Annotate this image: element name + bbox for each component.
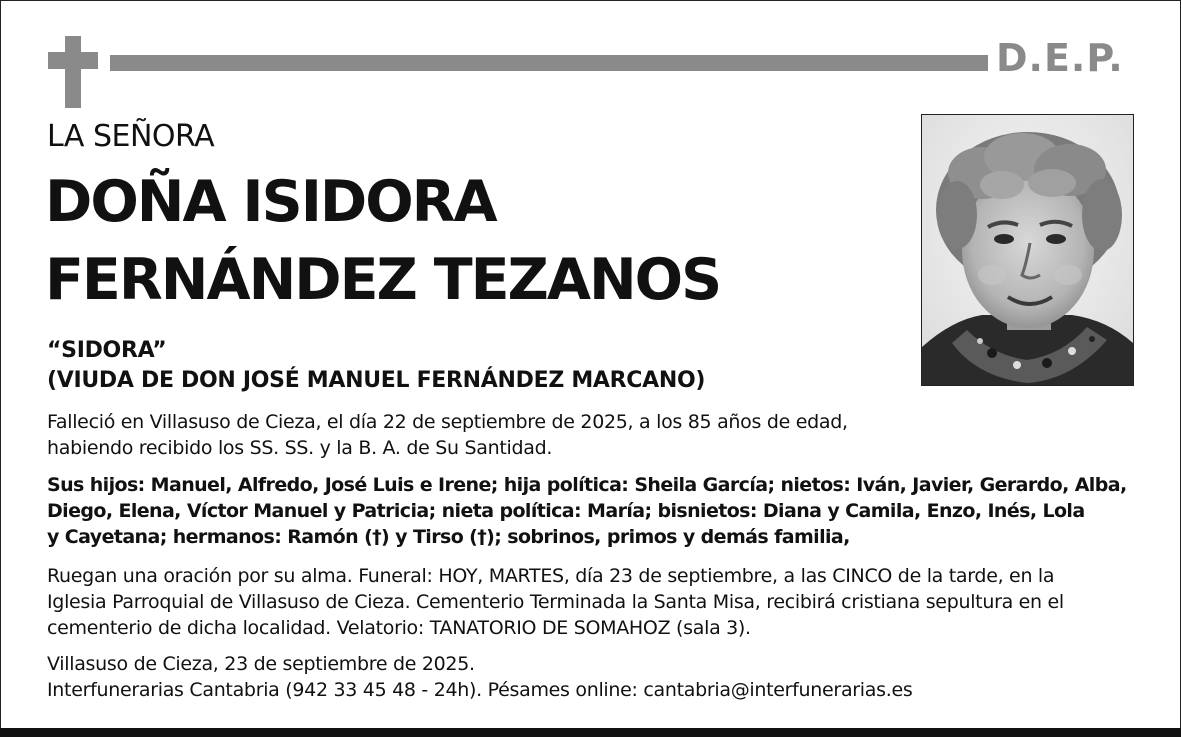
portrait-illustration (922, 115, 1133, 385)
portrait-photo (921, 114, 1134, 386)
text-line: Sus hijos: Manuel, Alfredo, José Luis e Irene; hija política: Sheila García; nietos: Iván, Javier, Gerardo, Alba, (47, 474, 1127, 496)
deceased-name-line2: FERNÁNDEZ TEZANOS (45, 247, 721, 313)
cross-icon-horizontal (48, 52, 98, 69)
cross-icon-vertical (65, 36, 81, 108)
nickname: “SIDORA” (47, 338, 167, 363)
funeral-paragraph (47, 563, 1064, 641)
text-line: Ruegan una oración por su alma. Funeral: HOY, MARTES, día 23 de septiembre, a las CINCO de la tarde, en la (47, 565, 1055, 587)
deceased-name-line1: DOÑA ISIDORA (45, 169, 496, 235)
bottom-bar (0, 728, 1181, 737)
text-line: Iglesia Parroquial de Villasuso de Cieza. Cementerio Terminada la Santa Misa, recibirá cristiana sepultura en el (47, 591, 1064, 613)
text-line: habiendo recibido los SS. SS. y la B. A. de Su Santidad. (47, 437, 553, 459)
contact-line: Interfunerarias Cantabria (942 33 45 48 - 24h). Pésames online: cantabria@interfunerarias.es (47, 679, 913, 701)
header-rule (110, 55, 988, 71)
dep-label: D.E.P. (996, 36, 1124, 80)
widow-of: (VIUDA DE DON JOSÉ MANUEL FERNÁNDEZ MARCANO) (47, 368, 706, 393)
place-date: Villasuso de Cieza, 23 de septiembre de 2025. (47, 653, 475, 675)
death-notice-paragraph (47, 409, 848, 461)
family-paragraph (47, 472, 1127, 550)
text-line: y Cayetana; hermanos: Ramón (†) y Tirso (†); sobrinos, primos y demás familia, (47, 526, 850, 548)
text-line: Falleció en Villasuso de Cieza, el día 22 de septiembre de 2025, a los 85 años de edad, (47, 411, 848, 433)
text-line: cementerio de dicha localidad. Velatorio: TANATORIO DE SOMAHOZ (sala 3). (47, 617, 751, 639)
footer-paragraph (47, 651, 912, 703)
honorific-title: LA SEÑORA (47, 119, 215, 154)
text-line: Diego, Elena, Víctor Manuel y Patricia; nieta política: María; bisnietos: Diana y Camila, Enzo, Inés, Lola (47, 500, 1085, 522)
